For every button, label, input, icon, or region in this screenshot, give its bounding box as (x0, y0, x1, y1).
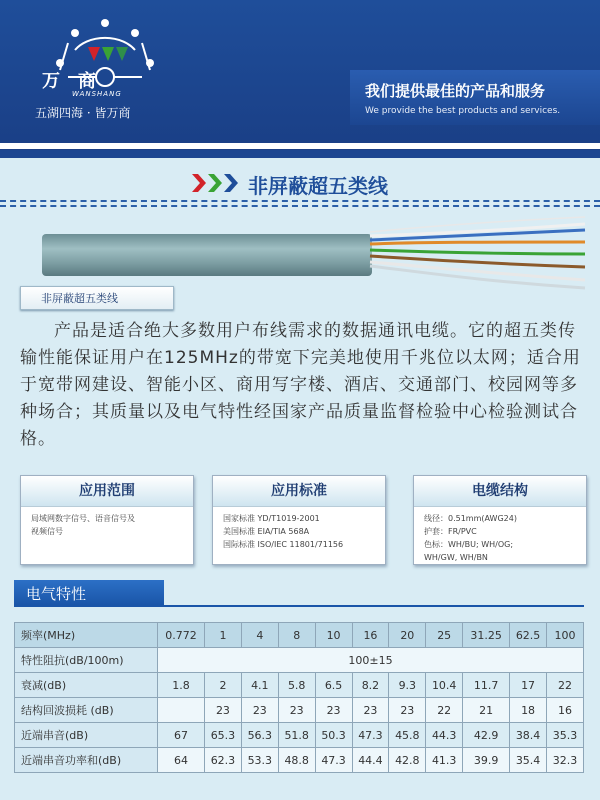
table-cell: 22 (547, 673, 584, 698)
table-cell: 9.3 (389, 673, 426, 698)
box-line: 色标：WH/BU; WH/OG; (424, 540, 514, 549)
header-divider (0, 143, 600, 149)
table-cell: 23 (352, 698, 389, 723)
table-cell: 35.4 (510, 748, 547, 773)
row-label: 结构回波损耗 (dB) (15, 698, 158, 723)
table-cell: 64 (158, 748, 205, 773)
table-cell: 11.7 (463, 673, 510, 698)
box-line: 国际标准 ISO/IEC 11801/71156 (223, 540, 344, 549)
tagline-chinese: 我们提供最佳的产品和服务 (365, 82, 546, 100)
box-title: 应用标准 (213, 476, 385, 507)
product-description: 产品是适合绝大多数用户布线需求的数据通讯电缆。它的超五类传输性能保证用户在125MHz的带宽下完美地使用千兆位以太网；适合用于宽带网建设、智能小区、商用写字楼、酒店、交通部门、校园网等多种场合；其质量以及电气特性经国家产品质量监督检验中心检验测试合格。 (20, 321, 581, 449)
table-header-label: 频率(MHz) (15, 623, 158, 648)
page-header (0, 0, 600, 150)
section-title-row (0, 170, 600, 200)
cable-wires-image (360, 212, 590, 292)
table-cell: 32.3 (547, 748, 584, 773)
header-bottom-bar (0, 150, 600, 158)
electrical-divider (14, 605, 584, 607)
table-header-cell: 25 (426, 623, 463, 648)
table-cell: 51.8 (278, 723, 315, 748)
table-cell: 2 (205, 673, 242, 698)
electrical-spec-table (14, 622, 584, 773)
table-cell: 47.3 (315, 748, 352, 773)
box-line: 护套：FR/PVC (424, 527, 477, 536)
tagline-english: We provide the best products and services. (365, 106, 561, 116)
table-cell: 56.3 (241, 723, 278, 748)
table-cell: 10.4 (426, 673, 463, 698)
table-cell: 47.3 (352, 723, 389, 748)
logo-slogan: 五湖四海 · 皆万商 (35, 106, 131, 120)
table-header-cell: 16 (352, 623, 389, 648)
table-cell: 35.3 (547, 723, 584, 748)
table-row (15, 748, 584, 773)
application-scope-box (20, 475, 194, 565)
box-line: 视频信号 (31, 527, 63, 536)
box-title: 应用范围 (21, 476, 193, 507)
product-label (20, 286, 174, 310)
application-standard-box (212, 475, 386, 565)
chevron-right-icon (208, 174, 222, 192)
table-cell: 23 (241, 698, 278, 723)
title-divider (0, 205, 600, 207)
box-title: 电缆结构 (414, 476, 586, 507)
table-cell: 50.3 (315, 723, 352, 748)
page-title: 非屏蔽超五类线 (248, 174, 388, 198)
table-cell: 21 (463, 698, 510, 723)
cable-image (42, 234, 372, 276)
electrical-section-title: 电气特性 (26, 585, 87, 603)
table-cell: 23 (278, 698, 315, 723)
table-cell: 16 (547, 698, 584, 723)
table-cell: 100±15 (158, 648, 584, 673)
table-cell: 4.1 (241, 673, 278, 698)
row-label: 特性阻抗(dB/100m) (15, 648, 158, 673)
table-cell: 18 (510, 698, 547, 723)
table-cell: 39.9 (463, 748, 510, 773)
box-line: WH/GW, WH/BN (424, 553, 488, 562)
table-header-cell: 20 (389, 623, 426, 648)
table-cell: 6.5 (315, 673, 352, 698)
box-line: 线径：0.51mm(AWG24) (424, 514, 517, 523)
table-row (15, 648, 584, 673)
table-cell: 62.3 (205, 748, 242, 773)
table-cell (158, 698, 205, 723)
table-cell: 65.3 (205, 723, 242, 748)
table-cell: 53.3 (241, 748, 278, 773)
table-cell: 17 (510, 673, 547, 698)
table-cell: 38.4 (510, 723, 547, 748)
table-cell: 23 (205, 698, 242, 723)
table-header-cell: 100 (547, 623, 584, 648)
table-cell: 44.3 (426, 723, 463, 748)
title-divider (0, 200, 600, 202)
box-line: 局域网数字信号、语音信号及 (31, 514, 135, 523)
cable-structure-box (413, 475, 587, 565)
table-cell: 48.8 (278, 748, 315, 773)
table-cell: 5.8 (278, 673, 315, 698)
table-header-cell: 62.5 (510, 623, 547, 648)
table-cell: 45.8 (389, 723, 426, 748)
table-cell: 8.2 (352, 673, 389, 698)
table-row (15, 673, 584, 698)
logo-english: WANSHANG (72, 90, 122, 98)
table-row (15, 698, 584, 723)
table-cell: 44.4 (352, 748, 389, 773)
electrical-section-tab (14, 580, 164, 605)
table-header-cell: 0.772 (158, 623, 205, 648)
table-cell: 23 (389, 698, 426, 723)
table-cell: 42.8 (389, 748, 426, 773)
row-label: 衰减(dB) (15, 673, 158, 698)
table-header-cell: 1 (205, 623, 242, 648)
table-header-row (15, 623, 584, 648)
table-cell: 22 (426, 698, 463, 723)
table-cell: 23 (315, 698, 352, 723)
table-header-cell: 31.25 (463, 623, 510, 648)
row-label: 近端串音(dB) (15, 723, 158, 748)
table-header-cell: 4 (241, 623, 278, 648)
chevron-right-icon (192, 174, 206, 192)
box-line: 美国标准 EIA/TIA 568A (223, 527, 310, 536)
table-header-cell: 10 (315, 623, 352, 648)
table-header-cell: 8 (278, 623, 315, 648)
table-cell: 1.8 (158, 673, 205, 698)
table-cell: 42.9 (463, 723, 510, 748)
row-label: 近端串音功率和(dB) (15, 748, 158, 773)
product-label-text: 非屏蔽超五类线 (41, 292, 118, 305)
box-line: 国家标准 YD/T1019-2001 (223, 514, 320, 523)
table-row (15, 723, 584, 748)
table-cell: 67 (158, 723, 205, 748)
chevron-right-icon (224, 174, 238, 192)
table-cell: 41.3 (426, 748, 463, 773)
logo-chinese: 万商 (42, 71, 114, 92)
